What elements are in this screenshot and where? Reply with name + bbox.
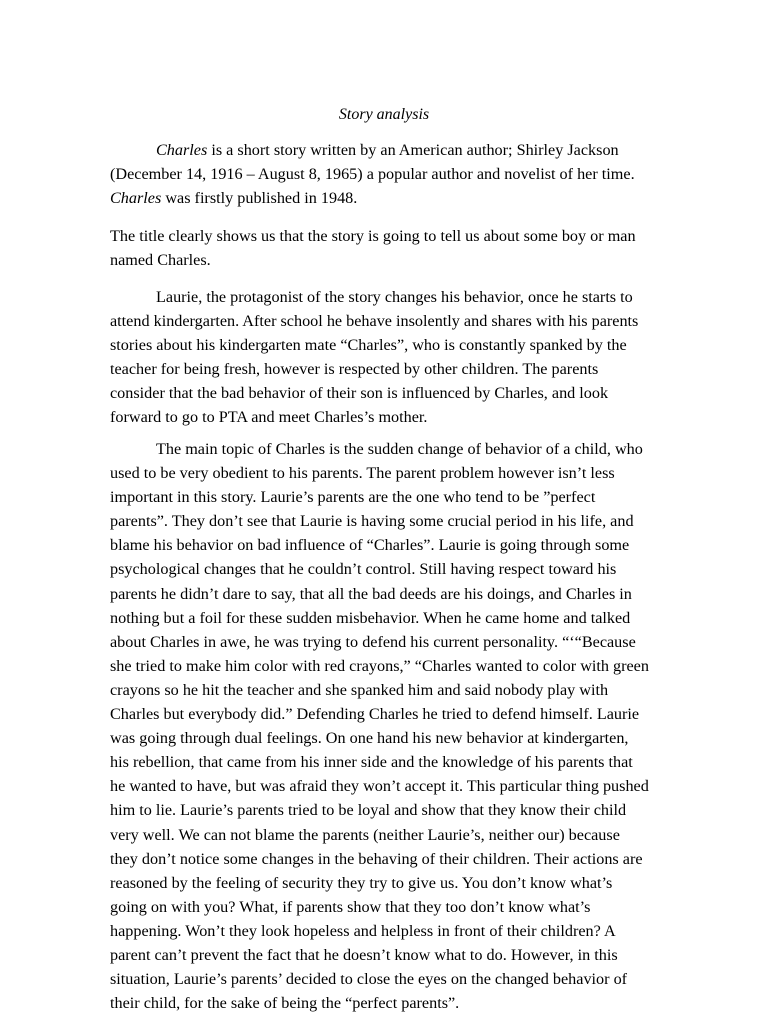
text-segment: consider that the bad behavior of their son is influenced by Charles, and look (110, 384, 609, 403)
text-segment: was firstly published in 1948. (161, 189, 358, 208)
text-line (110, 630, 695, 654)
text-line (110, 138, 695, 162)
text-line (110, 381, 695, 405)
text-line (110, 967, 695, 991)
text-segment: situation, Laurie’s parents’ decided to close the eyes on the changed behavior of (110, 970, 628, 989)
text-segment: parents”. They don’t see that Laurie is having some crucial period in his life, and (110, 512, 634, 531)
document-title: Story analysis (338, 106, 430, 123)
text-segment: used to be very obedient to his parents. The parent problem however isn’t less (110, 464, 615, 483)
text-line (110, 533, 695, 557)
text-line (110, 162, 695, 186)
text-line (110, 847, 695, 871)
text-segment: going on with you? What, if parents show that they too don’t know what’s (110, 897, 591, 916)
text-line (110, 871, 695, 895)
text-segment: teacher for being fresh, however is respected by other children. The parents (110, 360, 599, 379)
text-line (110, 285, 695, 309)
text-segment: their child, for the sake of being the “perfect parents”. (110, 994, 460, 1013)
text-line (110, 509, 695, 533)
text-segment: The main topic of Charles is the sudden change of behavior of a child, who (156, 440, 643, 458)
text-segment: very well. We can not blame the parents (neither Laurie’s, neither our) because (110, 825, 620, 844)
text-segment: parents he didn’t dare to say, that all the bad deeds are his doings, and Charles in (110, 584, 632, 603)
text-segment: named Charles. (110, 251, 211, 270)
text-line (110, 557, 695, 581)
paragraph-intro (110, 138, 695, 210)
text-line (110, 606, 695, 630)
text-segment: they don’t notice some changes in the behaving of their children. Their actions are (110, 849, 643, 868)
text-line (110, 895, 695, 919)
text-segment: is a short story written by an American author; Shirley Jackson (207, 141, 619, 159)
text-line (110, 798, 695, 822)
text-segment: important in this story. Laurie’s parents are the one who tend to be ”perfect (110, 488, 596, 507)
text-line (110, 405, 695, 429)
text-segment: reasoned by the feeling of security they try to give us. You don’t know what’s (110, 873, 613, 892)
italic-text: Charles (156, 141, 208, 159)
text-line (110, 582, 695, 606)
text-line (110, 750, 695, 774)
text-segment: him to lie. Laurie’s parents tried to be loyal and show that they know their child (110, 801, 627, 820)
text-segment: blame his behavior on bad influence of “Charles”. Laurie is going through some (110, 536, 630, 555)
text-line (110, 333, 695, 357)
text-line (110, 461, 695, 485)
text-segment: he wanted to have, but was afraid they won’t accept it. This particular thing pushed (110, 777, 649, 796)
text-line (110, 823, 695, 847)
text-line (110, 991, 695, 1015)
text-line (110, 678, 695, 702)
text-segment: (December 14, 1916 – August 8, 1965) a popular author and novelist of her time. (110, 165, 635, 184)
text-line (110, 919, 695, 943)
text-line (110, 309, 695, 333)
text-segment: was going through dual feelings. On one hand his new behavior at kindergarten, (110, 729, 629, 748)
text-line (110, 248, 695, 272)
text-segment: crayons so he hit the teacher and she spanked him and said nobody play with (110, 680, 609, 699)
text-segment: his rebellion, that came from his inner side and the knowledge of his parents that (110, 753, 633, 772)
paragraph-title-meaning (110, 224, 695, 272)
text-segment: attend kindergarten. After school he behave insolently and shares with his parents (110, 312, 639, 331)
text-line (110, 726, 695, 750)
text-segment: psychological changes that he couldn’t control. Still having respect toward his (110, 560, 617, 579)
text-line (110, 224, 695, 248)
text-line (110, 437, 695, 461)
text-line (110, 702, 695, 726)
text-line (110, 357, 695, 381)
paragraph-plot-summary (110, 285, 695, 430)
paragraph-main-topic (110, 437, 695, 1015)
text-segment: parent can’t prevent the fact that he doesn’t know what to do. However, in this (110, 945, 618, 964)
text-segment: stories about his kindergarten mate “Charles”, who is constantly spanked by the (110, 336, 627, 355)
text-line (110, 485, 695, 509)
italic-text: Charles (110, 189, 162, 208)
text-segment: happening. Won’t they look hopeless and helpless in front of their children? A (110, 921, 616, 940)
text-line (110, 943, 695, 967)
text-segment: Charles but everybody did.” Defending Charles he tried to defend himself. Laurie (110, 705, 640, 724)
text-segment: she tried to make him color with red crayons,” “Charles wanted to color with green (110, 656, 649, 675)
text-line (110, 774, 695, 798)
text-line (110, 186, 695, 210)
text-segment: Laurie, the protagonist of the story changes his behavior, once he starts to (156, 288, 633, 306)
text-segment: about Charles in awe, he was trying to defend his current personality. “‘“Because (110, 632, 636, 651)
text-segment: nothing but a foil for these sudden misbehavior. When he came home and talked (110, 608, 631, 627)
text-segment: forward to go to PTA and meet Charles’s mother. (110, 408, 428, 427)
text-line (110, 654, 695, 678)
text-segment: The title clearly shows us that the story is going to tell us about some boy or man (110, 227, 636, 245)
